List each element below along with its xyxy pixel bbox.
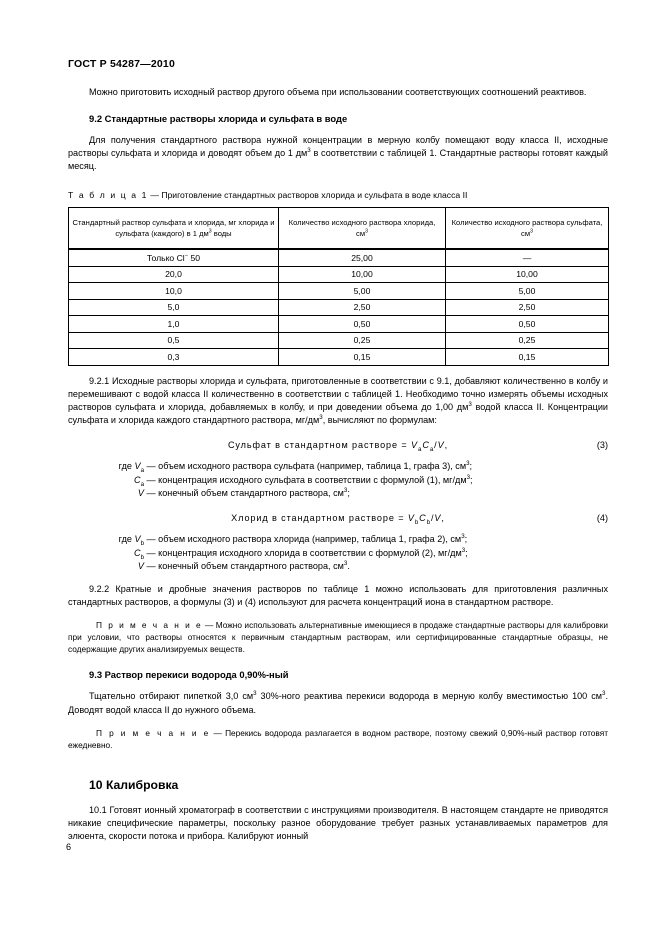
where-symbol: $V_a$ — [134, 461, 144, 475]
table-cell-0: 20,0 — [69, 266, 279, 283]
where-row — [68, 533, 608, 546]
where-row — [68, 547, 608, 560]
formula-4-number: (4) — [596, 513, 608, 524]
table-row — [69, 283, 609, 300]
where-definition: — конечный объем стандартного раствора, $см^3$; — [146, 487, 350, 499]
table-cell-1: 25,00 — [279, 249, 446, 266]
clause-9-2-2: 9.2.2 Кратные и дробные значения растворов по таблице 1 можно использовать для приготовления различных стандартных растворов, а формулы (3) и (4) используют для расчета концентраций иона в стандартном растворе. — [68, 583, 608, 607]
table-cell-2: 0,15 — [446, 349, 609, 366]
table-cell-1: 2,50 — [279, 299, 446, 316]
formula-3-row — [68, 438, 608, 452]
table-body — [69, 249, 609, 365]
where-prefix: где — [118, 461, 132, 472]
note-1-text: — Можно использовать альтернативные имеющиеся в продаже стандартные растворы для калибровки при условии, что растворы относятся к первичным стандартным растворам, или сертифицированные стандартные образцы, не содержащие других анализируемых веществ. — [68, 619, 608, 655]
formula-4-body: Хлорид в стандартном растворе = $V_bC_b/V$, — [231, 513, 445, 527]
table-cell-0: 0,5 — [69, 332, 279, 349]
where-definition-text: концентрация исходного хлорида в соответствии с формулой (2), $мг/дм^3$; — [158, 546, 468, 558]
note-2-text: — Перекись водорода разлагается в водном растворе, поэтому свежий 0,90%-ный раствор готовят ежедневно. — [68, 727, 608, 750]
table-col-header-1: Количество исходного раствора хлорида, $см^3$ — [279, 208, 446, 250]
table-row — [69, 316, 609, 333]
where-symbol: V — [137, 561, 144, 572]
where-definition: — концентрация исходного хлорида в соответствии с формулой (2), $мг/дм^3$; — [146, 546, 468, 558]
table-row — [69, 266, 609, 283]
section-10-paragraph: 10.1 Готовят ионный хроматограф в соответствии с инструкциями производителя. В настоящем стандарте не приводятся никакие специфические параметры, поскольку разное оборудование требует разных устанавливаемых параметров для элюента, скорости потока и прибора. Калибруют ионный — [68, 805, 608, 842]
where-definition: — концентрация исходного сульфата в соответствии с формулой (1), $мг/дм^3$; — [146, 473, 473, 485]
table-1 — [68, 207, 609, 366]
page-content — [68, 58, 608, 843]
where-definition: — объем исходного раствора сульфата (например, таблица 1, графа 3), $см^3$; — [146, 460, 473, 472]
formula-3-where-list — [68, 460, 608, 500]
where-symbol: V — [137, 488, 144, 499]
table-row — [69, 349, 609, 366]
table-cell-0: 10,0 — [69, 283, 279, 300]
intro-paragraph: Можно приготовить исходный раствор другого объема при использовании соответствующих соотношений реактивов. — [89, 87, 587, 97]
section-9-2-paragraph: Для получения стандартного раствора нужной концентрации в мерную колбу помещают воду класса II, исходные растворы сульфата и хлорида и доводят объем до 1 $дм^3$ в соответствии с таблицей 1. Стандартные растворы готовят каждый месяц. — [68, 135, 608, 172]
table-cell-2: 0,50 — [446, 316, 609, 333]
table-cell-0: Только Cl− 50 — [69, 249, 279, 266]
formula-3-number: (3) — [596, 440, 608, 451]
table-1-caption-text: — Приготовление стандартных растворов хлорида и сульфата в воде класса II — [147, 190, 468, 201]
table-cell-2: 10,00 — [446, 266, 609, 283]
table-row — [69, 332, 609, 349]
note-1 — [68, 619, 608, 656]
where-definition-text: конечный объем стандартного раствора, $см^3$. — [158, 560, 350, 572]
where-definition: — объем исходного раствора хлорида (например, таблица 1, графа 2), $см^3$; — [146, 533, 468, 545]
table-cell-0: 1,0 — [69, 316, 279, 333]
note-1-label: П р и м е ч а н и е — [96, 619, 203, 630]
table-cell-1: 0,15 — [279, 349, 446, 366]
running-head: ГОСТ Р 54287—2010 — [68, 58, 176, 70]
section-heading-9-3: 9.3 Раствор перекиси водорода 0,90%-ный — [89, 669, 289, 681]
formula-4-where-list — [68, 533, 608, 573]
table-cell-2: 2,50 — [446, 299, 609, 316]
note-2-label: П р и м е ч а н и е — [96, 727, 211, 738]
section-heading-9-2: 9.2 Стандартные растворы хлорида и сульфата в воде — [89, 113, 348, 125]
where-definition-text: концентрация исходного сульфата в соответствии с формулой (1), $мг/дм^3$; — [158, 473, 473, 485]
section-9-3-paragraph: Тщательно отбирают пипеткой 3,0 $см^3$ 30%-ного реактива перекиси водорода в мерную колбу вместимостью 100 $см^3$. Доводят водой класса II до нужного объема. — [68, 690, 608, 715]
where-definition: — конечный объем стандартного раствора, $см^3$. — [146, 560, 350, 572]
table-1-caption — [68, 190, 608, 201]
table-row — [69, 299, 609, 316]
formula-3-body: Сульфат в стандартном растворе = $V_aC_a/V$, — [227, 440, 449, 454]
table-col-header-2: Количество исходного раствора сульфата, $см^3$ — [446, 208, 609, 250]
table-cell-2: 5,00 — [446, 283, 609, 300]
table-cell-2: — — [446, 249, 609, 266]
where-definition-text: объем исходного раствора хлорида (например, таблица 1, графа 2), $см^3$; — [158, 533, 468, 545]
where-row — [68, 560, 608, 573]
where-symbol: $C_b$ — [133, 547, 144, 561]
note-2 — [68, 727, 608, 751]
table-cell-1: 10,00 — [279, 266, 446, 283]
page-number: 6 — [66, 842, 72, 852]
table-row — [69, 249, 609, 266]
table-1-caption-label: Т а б л и ц а 1 — [68, 190, 148, 201]
section-heading-10: 10 Калибровка — [89, 778, 179, 793]
table-cell-0: 5,0 — [69, 299, 279, 316]
formula-4-row — [68, 511, 608, 525]
table-col-header-0: Стандартный раствор сульфата и хлорида, мг хлорида и сульфата (каждого) в 1 $дм^3$ воды — [69, 208, 279, 250]
table-cell-1: 0,25 — [279, 332, 446, 349]
clause-9-2-1: 9.2.1 Исходные растворы хлорида и сульфата, приготовленные в соответствии с 9.1, добавляют количественно в колбу и перемешивают с водой класса II количественно в соответствии с таблицей 1. Необходимо точно измерять объемы исходных растворов сульфата и хлорида, добавляемых в колбу, и при доведении объема до 1,00 $дм^3$ водой класса II. Концентрации сульфата и хлорида каждого стандартного раствора, $мг/дм^3$, вычисляют по формулам: — [68, 375, 608, 426]
where-symbol: $C_a$ — [133, 474, 144, 488]
table-cell-1: 0,50 — [279, 316, 446, 333]
where-prefix-symbol — [68, 460, 144, 473]
where-row — [68, 474, 608, 487]
where-definition-text: конечный объем стандартного раствора, $см^3$; — [158, 487, 350, 499]
where-prefix: где — [118, 534, 132, 545]
where-definition-text: объем исходного раствора сульфата (например, таблица 1, графа 3), $см^3$; — [158, 460, 473, 472]
table-cell-0: 0,3 — [69, 349, 279, 366]
where-row — [68, 487, 608, 500]
table-cell-1: 5,00 — [279, 283, 446, 300]
where-row — [68, 460, 608, 473]
where-prefix-symbol — [68, 533, 144, 546]
where-symbol: $V_b$ — [134, 534, 144, 548]
table-header-row — [69, 208, 609, 250]
table-cell-2: 0,25 — [446, 332, 609, 349]
